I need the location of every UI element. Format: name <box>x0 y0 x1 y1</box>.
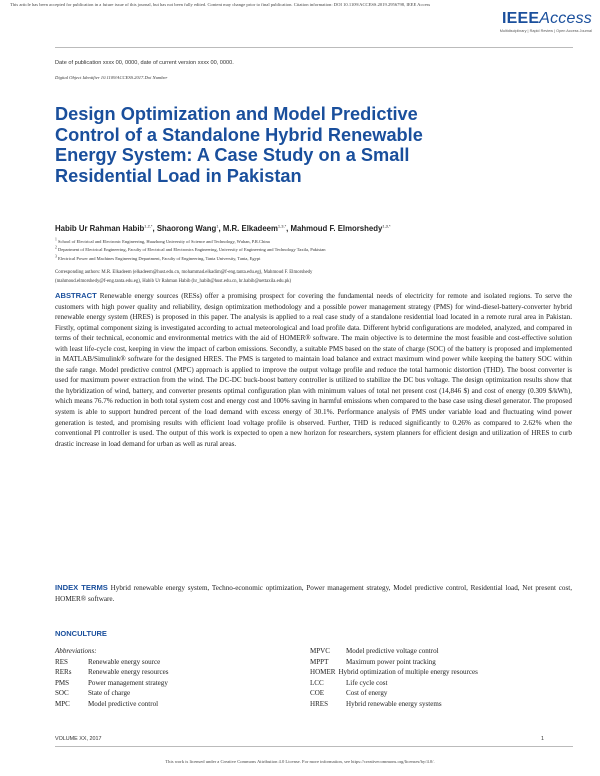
nonculture-heading: NONCULTURE <box>55 629 107 638</box>
affiliation-item <box>55 255 575 263</box>
ieee-access-logo <box>500 10 592 33</box>
abbreviation: MPVC <box>310 647 330 655</box>
abbreviation-row <box>55 667 295 678</box>
abbreviation-row <box>310 667 580 678</box>
abbreviation-row <box>55 657 295 668</box>
affiliations <box>55 238 575 263</box>
abbreviation-definition: Hybrid optimization of multiple energy resources <box>338 668 478 677</box>
abbreviation: SOC <box>55 689 69 698</box>
abbreviations-right-column <box>310 646 580 709</box>
abbreviation: HOMER <box>310 668 336 677</box>
author-separator: , <box>152 224 157 233</box>
abbreviation: RES <box>55 657 68 666</box>
index-terms-text: Hybrid renewable energy system, Techno-economic optimization, Power management strategy, Model predictive control, Residential load, Net present cost, HOMER® software. <box>55 584 572 603</box>
abbreviation-row <box>55 688 295 699</box>
corresponding-line: Corresponding authors: M.R. Elkadeem (elkadeem@hust.edu.cn, mohammad.elkadim@f-eng.tanta.edu.eg), Mahmoud F. Elmorshedy <box>55 270 313 275</box>
abbreviation-definition: Model predictive voltage control <box>346 647 439 655</box>
affiliation-text: School of Electrical and Electronic Engineering, Huazhong University of Science and Technology, Wuhan, P.R.China <box>58 239 270 244</box>
abbreviation-row <box>310 688 580 699</box>
license-notice: This work is licensed under a Creative Commons Attribution 4.0 License. For more information, see https://creativecommons.org/licenses/by/4.0/. <box>165 759 435 764</box>
corresponding-authors <box>55 269 575 286</box>
corresponding-line: (mahmoud.elmorshedy@f-eng.tanta.edu.eg), Habib Ur Rahman Habib (hr_habib@hust.edu.cn, hr.habib@uettaxila.edu.pk) <box>55 278 292 284</box>
index-terms <box>55 583 572 604</box>
author-affil-marker: 1,2,* <box>144 223 153 229</box>
author-separator: , <box>286 224 291 233</box>
affiliation-text: Department of Electrical Engineering, Faculty of Electrical and Electronics Engineering, University of Engineering and Technology Taxila, Pakistan <box>58 247 326 253</box>
abbreviation-row <box>310 646 580 657</box>
abbreviation: LCC <box>310 678 324 687</box>
author-affil-marker: 1,3,* <box>277 223 287 229</box>
paper-title: Design Optimization and Model Predictive Control of a Standalone Hybrid Renewable Energy System: A Case Study on a Small Residential Load in Pakistan <box>55 104 423 186</box>
abbreviation-row <box>310 678 580 689</box>
abbreviations-label: Abbreviations: <box>55 647 97 655</box>
abbreviation-definition: Renewable energy resources <box>88 668 169 677</box>
abbreviation-definition: State of charge <box>88 689 131 698</box>
footer-rule <box>55 746 573 747</box>
affiliation-number: 2 <box>55 245 57 250</box>
publication-date: Date of publication xxxx 00, 0000, date of current version xxxx 00, 0000. <box>55 60 234 66</box>
abbreviation: HRES <box>310 699 329 708</box>
abbreviation-definition: Hybrid renewable energy systems <box>346 699 442 708</box>
abstract-text: Renewable energy sources (RESs) offer a promising prospect for covering the fundamental needs of electricity for remote and isolated regions. To serve the customers with high power quality and reliability, design optimization methodology and a possible power management strategy (PMS) for wind-diesel-battery-converter hybrid renewable energy system (HRES) is proposed in this paper. The analysis is applied to a real case study of a standalone residential load located in a remote rural area in Pakistan. Firstly, optimal component sizing is investigated according to actual meteorological and load profile data. Different hybrid configurations are modeled, analyzed, and compared in terms of their technical, economic and environmental metrics with the aid of HOMER® software. The main objective is to determine the most feasible and cost-effective solution with least life-cycle cost, keeping in view the impact of carbon emissions. Secondly, a suitable PMS based on the state of charge (SOC) of the battery is proposed and implemented in MATLAB/Simulink® software for the designed HRES. The PMS is targeted to maintain load balance and extract maximum wind power while keeping the battery SOC within the safe range. Model predictive control (MPC) approach is applied to improve the output voltage profile and reduce the total harmonic distortion (THD). The boost converter is used for maximum power extraction from the wind. The DC-DC buck-boost battery controller is utilized to stabilize the DC bus voltage. The design optimization results show that the hybridization of wind, battery, and converter presents optimal configuration plan with minimum values of total net present cost (14,846 $) and cost of energy (0.309 $/kWh), which means 76.7% reduction in both total system cost and energy cost and 100% saving in harmful emissions when compared to the base case using diesel generator. The proposed system is able to support hundred percent of the load demand with excess energy of 30.1%. Performance analysis of PMS under variable load and fluctuating wind power generation is tested, and promising results with efficient load voltage profile is observed. Further, THD is reduced significantly to 0.26% as compared to 2.62% when the conventional PI controller is used. The output of this work is expected to open a new horizon for researchers, system planners for efficient design and utilization of HRES to curb drastic increase in load demand for urban as well as rural areas. <box>55 292 572 448</box>
author-name: Habib Ur Rahman Habib <box>55 224 145 233</box>
logo-bold: IEEE <box>501 10 540 27</box>
logo-tagline: Multidisciplinary | Rapid Review | Open Access Journal <box>499 29 592 33</box>
logo-italic: Access <box>539 10 592 27</box>
abbreviation-row <box>55 678 295 689</box>
abbreviation-row <box>55 699 295 710</box>
affiliation-number: 1 <box>55 237 57 242</box>
affiliation-item <box>55 238 575 246</box>
abbreviation-definition: Power management strategy <box>88 678 168 687</box>
header-rule <box>55 47 573 48</box>
abbreviation: MPPT <box>310 657 329 666</box>
abbreviation-definition: Cost of energy <box>346 689 388 698</box>
abbreviation-definition: Life cycle cost <box>346 678 388 687</box>
abbreviation: MPC <box>55 699 70 708</box>
abbreviation-row <box>310 657 580 668</box>
author-separator: , <box>218 224 223 233</box>
abbreviation-definition: Model predictive control <box>88 699 159 708</box>
author-affil-marker: 1 <box>216 223 219 229</box>
doi-line: Digital Object Identifier 10.1109/ACCESS.2017.Doi Number <box>55 75 168 80</box>
page-number: 1 <box>541 736 544 742</box>
author-affil-marker: 1,3,* <box>382 223 391 229</box>
author-name: M.R. Elkadeem <box>222 224 278 233</box>
affiliation-item <box>55 246 575 254</box>
abbreviation: COE <box>310 689 325 698</box>
author-name: Shaorong Wang <box>156 224 217 233</box>
abbreviation: PMS <box>55 678 70 687</box>
abbreviation-definition: Renewable energy source <box>88 657 161 666</box>
abbreviations-left-column <box>55 646 295 709</box>
abbreviation-definition: Maximum power point tracking <box>346 657 436 666</box>
index-terms-label: INDEX TERMS <box>55 583 108 592</box>
abbreviation: RERs <box>55 668 72 677</box>
journal-notice: This article has been accepted for publication in a future issue of this journal, but has not been fully edited. Content may change prior to final publication. Citation information: DOI 10.1109/ACCESS.2019.2956798, IEEE Access <box>10 2 431 7</box>
affiliation-text: Electrical Power and Machines Engineering Department, Faculty of Engineering, Tanta University, Tanta, Egypt <box>58 255 261 261</box>
volume-label: VOLUME XX, 2017 <box>55 736 102 742</box>
author-name: Mahmoud F. Elmorshedy <box>290 224 383 233</box>
abbreviation-row <box>310 699 580 710</box>
affiliation-number: 3 <box>55 254 57 259</box>
abstract <box>55 291 572 449</box>
abstract-label: ABSTRACT <box>55 291 97 300</box>
author-list <box>55 224 575 233</box>
